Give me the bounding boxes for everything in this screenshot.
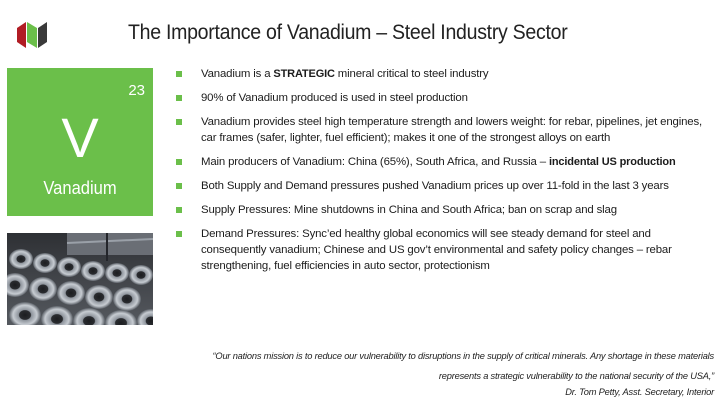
bullet-item: Both Supply and Demand pressures pushed Vanadium prices up over 11-fold in the last 3 years	[176, 178, 716, 194]
bullet-item: 90% of Vanadium produced is used in steel production	[176, 90, 716, 106]
bullet-square-icon	[176, 119, 182, 125]
bullet-square-icon	[176, 95, 182, 101]
element-name: Vanadium	[43, 178, 117, 198]
quote-attribution: Dr. Tom Petty, Asst. Secretary, Interior	[565, 387, 714, 397]
bullet-item: Demand Pressures: Sync’ed healthy global economics will see steady demand for steel and consequently vanadium; Chinese and US gov’t environmental and safety policy changes – rebar strengthening, fuel efficiencies in auto sector, protectionism	[176, 226, 716, 274]
slide-title: The Importance of Vanadium – Steel Industry Sector	[128, 21, 568, 44]
vanadium-element-tile	[7, 68, 153, 216]
company-logo-icon	[17, 22, 47, 48]
bullet-square-icon	[176, 159, 182, 165]
steel-coils-photo	[7, 233, 153, 325]
bullet-item: Main producers of Vanadium: China (65%), South Africa, and Russia – incidental US production	[176, 154, 716, 170]
bullet-square-icon	[176, 183, 182, 189]
quote-line-1: “Our nations mission is to reduce our vulnerability to disruptions in the supply of critical minerals. Any shortage in these materials	[212, 351, 714, 361]
bullet-square-icon	[176, 207, 182, 213]
bullet-square-icon	[176, 231, 182, 237]
bullet-item: Vanadium is a STRATEGIC mineral critical to steel industry	[176, 66, 716, 82]
bullet-item: Vanadium provides steel high temperature strength and lowers weight: for rebar, pipelines, jet engines, car frames (safer, lighter, fuel efficient); makes it one of the strongest alloys on earth	[176, 114, 716, 146]
bullet-list	[176, 66, 716, 274]
bullet-item: Supply Pressures: Mine shutdowns in China and South Africa; ban on scrap and slag	[176, 202, 716, 218]
element-symbol: V	[61, 106, 99, 169]
bullet-square-icon	[176, 71, 182, 77]
quote-block	[154, 346, 714, 386]
quote-line-2: represents a strategic vulnerability to the national security of the USA,”	[438, 371, 714, 381]
atomic-number: 23	[128, 82, 145, 99]
